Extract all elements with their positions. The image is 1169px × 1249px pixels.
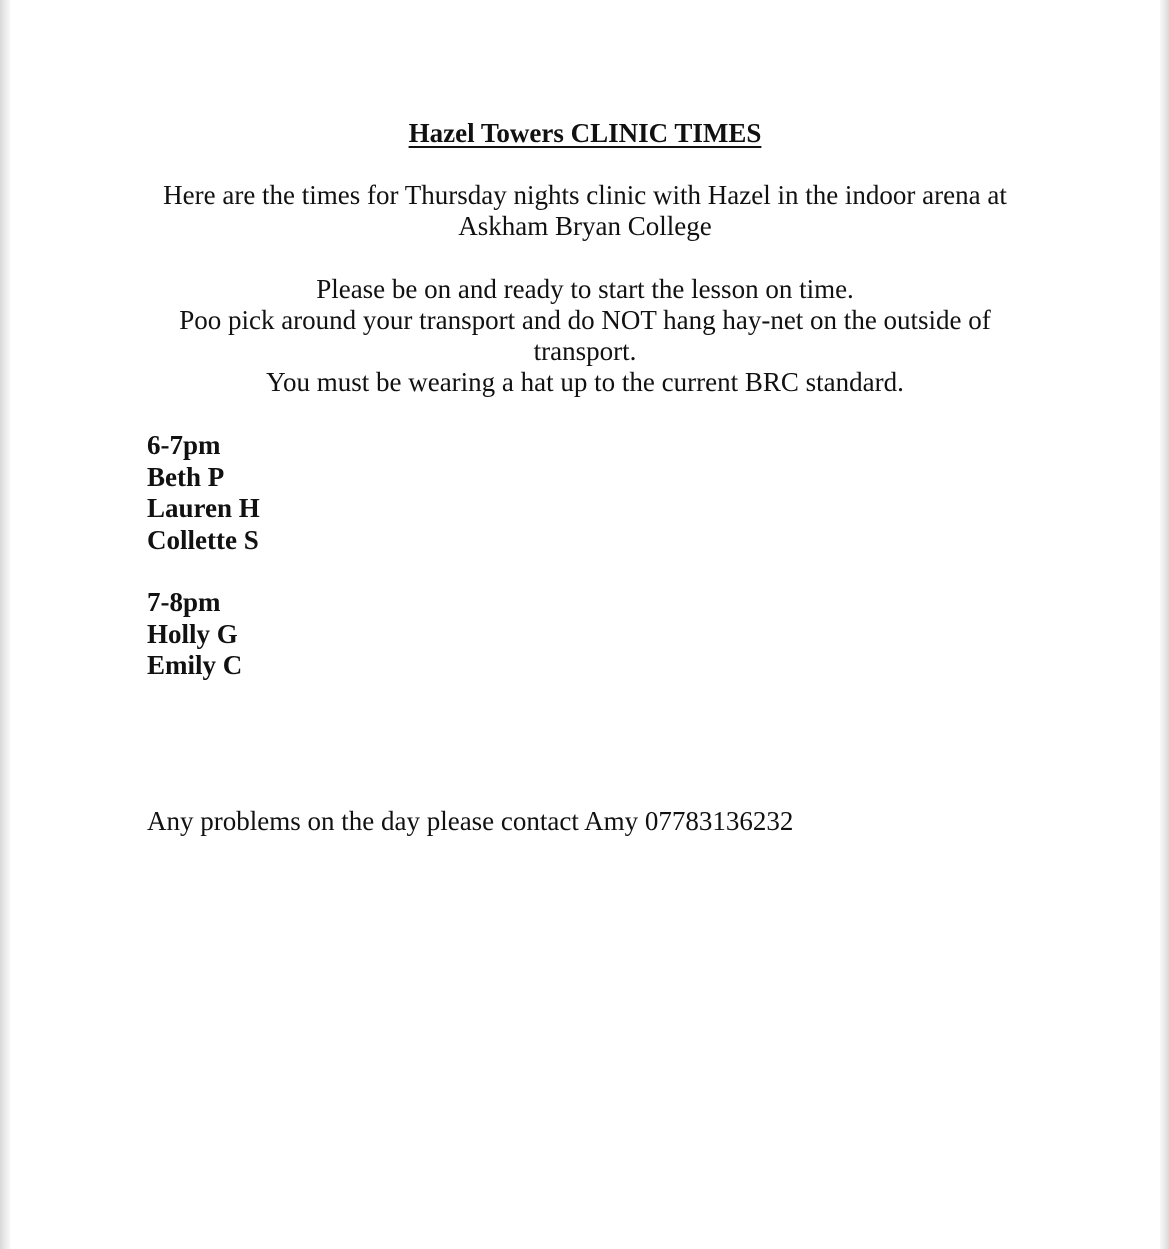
viewer-edge-left <box>0 0 10 1249</box>
time-slot-7-8pm <box>147 587 242 682</box>
slot-time: 6-7pm <box>147 430 221 460</box>
document-page <box>10 0 1160 1249</box>
rule-line: Please be on and ready to start the lesson on time. <box>316 274 854 304</box>
rule-line: transport. <box>533 336 637 366</box>
time-slot-6-7pm <box>147 430 260 556</box>
document-title: Hazel Towers CLINIC TIMES <box>408 118 762 148</box>
rider-name: Holly G <box>147 618 238 649</box>
viewer-edge-right <box>1160 0 1169 1249</box>
rules-paragraph <box>10 274 1160 398</box>
rider-name: Collette S <box>147 524 259 555</box>
rider-name: Beth P <box>147 461 225 492</box>
rule-line: You must be wearing a hat up to the current BRC standard. <box>266 367 904 397</box>
contact-line: Any problems on the day please contact Amy 07783136232 <box>147 806 794 836</box>
intro-line: Askham Bryan College <box>458 211 712 241</box>
rider-name: Emily C <box>147 650 243 680</box>
intro-paragraph <box>10 180 1160 242</box>
rule-line: Poo pick around your transport and do NOT hang hay-net on the outside of <box>179 305 991 335</box>
slot-time: 7-8pm <box>147 587 221 617</box>
rider-name: Lauren H <box>147 493 260 523</box>
intro-line: Here are the times for Thursday nights clinic with Hazel in the indoor arena at <box>163 180 1007 210</box>
